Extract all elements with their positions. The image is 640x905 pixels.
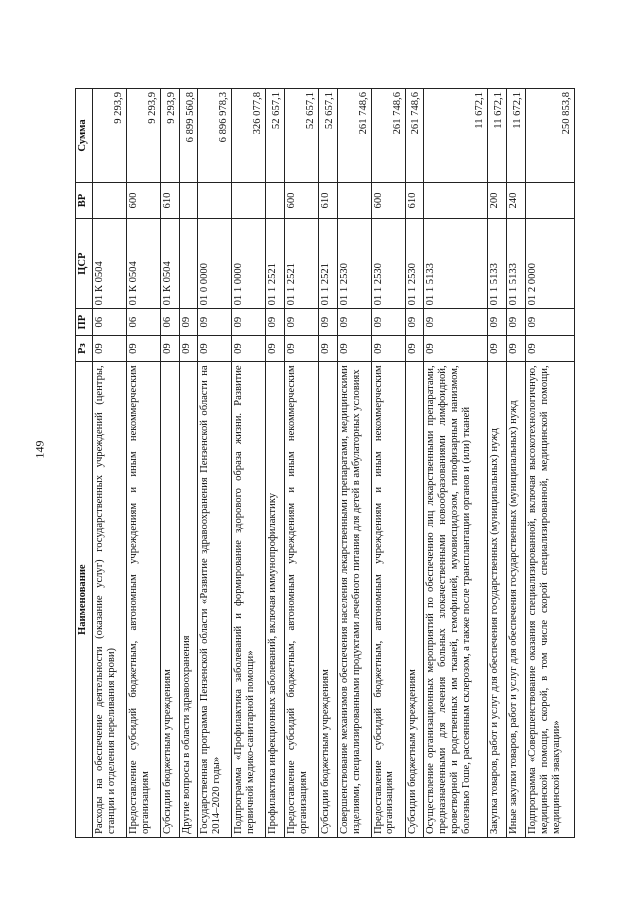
cell-csr: 01 1 2521 [266,219,285,309]
cell-sum: 261 748,6 [405,89,424,183]
cell-name: Расходы на обеспечение деятельности (оказание услуг) государственных учреждений (центры, станции и отделения переливания крови) [93,362,127,838]
cell-sum: 52 657,1 [285,89,319,183]
cell-sum: 9 293,9 [160,89,179,183]
cell-csr: 01 1 2530 [337,219,371,309]
cell-vr [232,182,266,218]
cell-name: Закупка товаров, работ и услуг для обеспечения государственных (муниципальных) нужд [488,362,507,838]
header-sum: Сумма [76,89,93,183]
cell-pr: 09 [198,309,232,335]
cell-csr: 01 1 2530 [405,219,424,309]
cell-name: Предоставление субсидий бюджетным, автономным учреждениям и иным некоммерческим организациям [371,362,405,838]
cell-csr: 01 1 0000 [232,219,266,309]
table-row [266,89,285,838]
cell-sum: 52 657,1 [266,89,285,183]
table-row [318,89,337,838]
cell-rz: 09 [525,335,574,361]
cell-sum: 9 293,9 [93,89,127,183]
cell-pr: 09 [285,309,319,335]
table-row [93,89,127,838]
cell-name: Подпрограмма «Совершенствование оказания специализированной, включая высокотехнологичную, медицинской помощи, скорой, в том числе скорой специализированной, медицинской помощи, медицинской эвакуации» [525,362,574,838]
cell-csr [179,219,198,309]
cell-name: Профилактика инфекционных заболеваний, включая иммунопрофилактику [266,362,285,838]
cell-vr [179,182,198,218]
cell-rz: 09 [507,335,526,361]
cell-rz: 09 [126,335,160,361]
cell-csr: 01 К 0504 [160,219,179,309]
page-number: 149 [32,440,47,459]
table-row [160,89,179,838]
cell-name: Субсидии бюджетным учреждениям [318,362,337,838]
table-row [285,89,319,838]
cell-vr [93,182,127,218]
table-header-row [76,89,93,838]
cell-sum: 6 896 978,3 [198,89,232,183]
budget-table [75,88,575,838]
cell-name: Другие вопросы в области здравоохранения [179,362,198,838]
cell-name: Совершенствование механизмов обеспечения населения лекарственными препаратами, медицинскими изделиями, специализированными продуктами лечебного питания для детей в амбулаторных условиях [337,362,371,838]
cell-rz: 09 [232,335,266,361]
cell-csr: 01 1 5133 [424,219,488,309]
cell-sum: 11 672,1 [507,89,526,183]
cell-csr: 01 К 0504 [126,219,160,309]
table-row [488,89,507,838]
cell-pr: 09 [318,309,337,335]
cell-name: Иные закупки товаров, работ и услуг для обеспечения государственных (муниципальных) нужд [507,362,526,838]
cell-rz: 09 [318,335,337,361]
cell-pr: 06 [160,309,179,335]
table-row [424,89,488,838]
cell-sum: 261 748,6 [371,89,405,183]
cell-vr: 600 [285,182,319,218]
cell-pr: 09 [507,309,526,335]
cell-pr: 09 [179,309,198,335]
cell-sum: 250 853,8 [525,89,574,183]
cell-pr: 09 [424,309,488,335]
cell-vr: 200 [488,182,507,218]
cell-sum: 261 748,6 [337,89,371,183]
cell-sum: 11 672,1 [488,89,507,183]
cell-rz: 09 [337,335,371,361]
table-row [179,89,198,838]
cell-pr: 09 [266,309,285,335]
cell-rz: 09 [371,335,405,361]
cell-rz: 09 [488,335,507,361]
cell-name: Субсидии бюджетным учреждениям [405,362,424,838]
cell-name: Предоставление субсидий бюджетным, автономным учреждениям и иным некоммерческим организациям [126,362,160,838]
cell-csr: 01 1 2521 [285,219,319,309]
table-row [126,89,160,838]
cell-pr: 09 [488,309,507,335]
cell-name: Предоставление субсидий бюджетным, автономным учреждениям и иным некоммерческим организациям [285,362,319,838]
cell-rz: 09 [285,335,319,361]
cell-pr: 09 [525,309,574,335]
cell-rz: 09 [405,335,424,361]
cell-vr [266,182,285,218]
cell-rz: 09 [179,335,198,361]
cell-sum: 326 077,8 [232,89,266,183]
header-rz: Рз [76,335,93,361]
cell-sum: 9 293,9 [126,89,160,183]
cell-rz: 09 [160,335,179,361]
cell-sum: 6 899 560,8 [179,89,198,183]
cell-pr: 09 [232,309,266,335]
table-row [405,89,424,838]
rotated-table-container [75,88,575,838]
cell-pr: 09 [405,309,424,335]
header-pr: ПР [76,309,93,335]
cell-vr: 600 [126,182,160,218]
cell-vr [337,182,371,218]
cell-csr: 01 К 0504 [93,219,127,309]
table-row [507,89,526,838]
cell-rz: 09 [266,335,285,361]
cell-csr: 01 1 5133 [488,219,507,309]
cell-csr: 01 1 2530 [371,219,405,309]
cell-vr [198,182,232,218]
cell-pr: 06 [126,309,160,335]
cell-csr: 01 2 0000 [525,219,574,309]
cell-pr: 09 [337,309,371,335]
cell-vr [424,182,488,218]
header-vr: ВР [76,182,93,218]
cell-sum: 11 672,1 [424,89,488,183]
cell-vr: 600 [371,182,405,218]
cell-vr [525,182,574,218]
cell-vr: 610 [160,182,179,218]
table-row [337,89,371,838]
cell-rz: 09 [93,335,127,361]
cell-name: Субсидии бюджетным учреждениям [160,362,179,838]
header-name: Наименование [76,362,93,838]
cell-rz: 09 [424,335,488,361]
cell-vr: 610 [318,182,337,218]
cell-rz: 09 [198,335,232,361]
cell-csr: 01 1 2521 [318,219,337,309]
cell-csr: 01 0 0000 [198,219,232,309]
cell-name: Государственная программа Пензенской области «Развитие здравоохранения Пензенской области на 2014–2020 годы» [198,362,232,838]
table-row [371,89,405,838]
table-row [525,89,574,838]
cell-csr: 01 1 5133 [507,219,526,309]
table-row [198,89,232,838]
cell-name: Осуществление организационных мероприятий по обеспечению лиц лекарственными препаратами, предназначенными для лечения больных злокачественными новообразованиями лимфоидной, кроветворной и родственных им тканей, гемофилией, муковисцидозом, гипофизарным нанизмом, болезнью Гоше, рассеянным склерозом, а также после трансплантации органов и (или) тканей [424,362,488,838]
cell-name: Подпрограмма «Профилактика заболеваний и формирование здорового образа жизни. Развитие первичной медико-санитарной помощи» [232,362,266,838]
cell-sum: 52 657,1 [318,89,337,183]
cell-pr: 09 [371,309,405,335]
cell-pr: 06 [93,309,127,335]
header-csr: ЦСР [76,219,93,309]
table-row [232,89,266,838]
cell-vr: 610 [405,182,424,218]
cell-vr: 240 [507,182,526,218]
